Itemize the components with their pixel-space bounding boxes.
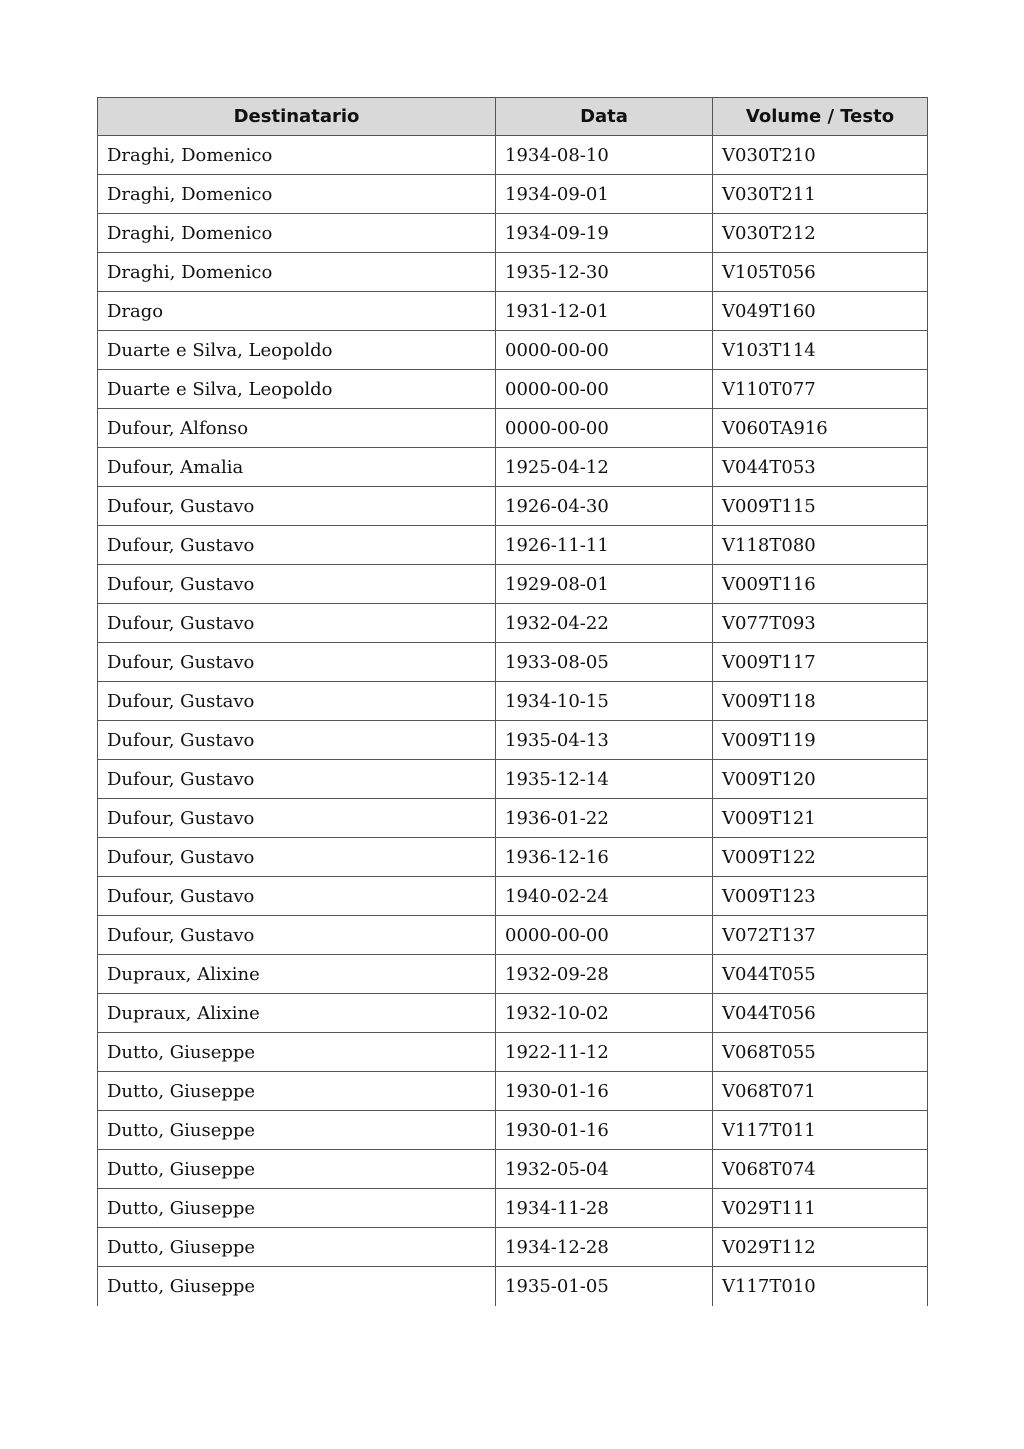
recipient-cell: Duarte e Silva, Leopoldo [98,331,496,370]
volume-text-cell: V103T114 [713,331,928,370]
table-row [98,175,928,214]
date-cell: 1932-09-28 [496,955,713,994]
table-row [98,760,928,799]
table-row [98,721,928,760]
header-volume-testo: Volume / Testo [713,98,928,136]
volume-text-cell: V044T055 [713,955,928,994]
table-body [98,136,928,1306]
table-row [98,565,928,604]
table-row [98,448,928,487]
volume-text-cell: V060TA916 [713,409,928,448]
volume-text-cell: V117T011 [713,1111,928,1150]
header-data: Data [496,98,713,136]
date-cell: 1932-10-02 [496,994,713,1033]
recipient-cell: Dutto, Giuseppe [98,1072,496,1111]
date-cell: 1932-04-22 [496,604,713,643]
volume-text-cell: V029T112 [713,1228,928,1267]
table-row [98,136,928,175]
recipient-cell: Dufour, Gustavo [98,838,496,877]
date-cell: 1931-12-01 [496,292,713,331]
header-destinatario: Destinatario [98,98,496,136]
date-cell: 1932-05-04 [496,1150,713,1189]
volume-text-cell: V009T122 [713,838,928,877]
date-cell: 1935-04-13 [496,721,713,760]
volume-text-cell: V030T210 [713,136,928,175]
date-cell: 1935-12-30 [496,253,713,292]
recipient-cell: Dufour, Gustavo [98,682,496,721]
table-row [98,1033,928,1072]
volume-text-cell: V068T071 [713,1072,928,1111]
volume-text-cell: V009T117 [713,643,928,682]
recipient-cell: Duarte e Silva, Leopoldo [98,370,496,409]
table-row [98,1111,928,1150]
recipient-cell: Draghi, Domenico [98,175,496,214]
recipient-cell: Dufour, Gustavo [98,721,496,760]
table-row [98,1228,928,1267]
recipient-cell: Dufour, Gustavo [98,760,496,799]
table-row [98,682,928,721]
volume-text-cell: V117T010 [713,1267,928,1306]
volume-text-cell: V068T074 [713,1150,928,1189]
recipient-cell: Dufour, Gustavo [98,799,496,838]
volume-text-cell: V044T053 [713,448,928,487]
date-cell: 1926-04-30 [496,487,713,526]
table-row [98,1150,928,1189]
table-row [98,1267,928,1306]
date-cell: 0000-00-00 [496,916,713,955]
header-row [98,98,928,136]
recipient-cell: Dutto, Giuseppe [98,1150,496,1189]
date-cell: 1929-08-01 [496,565,713,604]
recipient-cell: Dufour, Gustavo [98,916,496,955]
volume-text-cell: V044T056 [713,994,928,1033]
table-row [98,526,928,565]
table-row [98,214,928,253]
recipient-cell: Dufour, Gustavo [98,565,496,604]
correspondence-table [97,97,928,1306]
date-cell: 1925-04-12 [496,448,713,487]
volume-text-cell: V049T160 [713,292,928,331]
date-cell: 1934-09-19 [496,214,713,253]
date-cell: 1936-01-22 [496,799,713,838]
volume-text-cell: V068T055 [713,1033,928,1072]
volume-text-cell: V009T119 [713,721,928,760]
table-row [98,1189,928,1228]
table-row [98,877,928,916]
table-row [98,604,928,643]
table-row [98,838,928,877]
date-cell: 0000-00-00 [496,370,713,409]
date-cell: 1930-01-16 [496,1072,713,1111]
date-cell: 1940-02-24 [496,877,713,916]
volume-text-cell: V030T212 [713,214,928,253]
table-header [98,98,928,136]
date-cell: 1936-12-16 [496,838,713,877]
volume-text-cell: V009T121 [713,799,928,838]
date-cell: 1935-01-05 [496,1267,713,1306]
date-cell: 0000-00-00 [496,331,713,370]
table-row [98,1072,928,1111]
recipient-cell: Dufour, Gustavo [98,643,496,682]
table-row [98,331,928,370]
volume-text-cell: V009T123 [713,877,928,916]
table-row [98,253,928,292]
volume-text-cell: V105T056 [713,253,928,292]
recipient-cell: Draghi, Domenico [98,253,496,292]
date-cell: 1934-08-10 [496,136,713,175]
date-cell: 1934-10-15 [496,682,713,721]
date-cell: 1935-12-14 [496,760,713,799]
recipient-cell: Dutto, Giuseppe [98,1033,496,1072]
recipient-cell: Dupraux, Alixine [98,994,496,1033]
recipient-cell: Dufour, Gustavo [98,877,496,916]
table-row [98,370,928,409]
table-row [98,994,928,1033]
table-row [98,955,928,994]
recipient-cell: Dufour, Gustavo [98,604,496,643]
recipient-cell: Dufour, Gustavo [98,526,496,565]
recipient-cell: Dutto, Giuseppe [98,1267,496,1306]
date-cell: 1930-01-16 [496,1111,713,1150]
table-row [98,643,928,682]
recipient-cell: Dupraux, Alixine [98,955,496,994]
volume-text-cell: V030T211 [713,175,928,214]
recipient-cell: Dufour, Gustavo [98,487,496,526]
recipient-cell: Drago [98,292,496,331]
table-row [98,487,928,526]
date-cell: 1934-12-28 [496,1228,713,1267]
volume-text-cell: V029T111 [713,1189,928,1228]
volume-text-cell: V077T093 [713,604,928,643]
recipient-cell: Draghi, Domenico [98,214,496,253]
volume-text-cell: V009T118 [713,682,928,721]
table-row [98,409,928,448]
date-cell: 1934-11-28 [496,1189,713,1228]
recipient-cell: Draghi, Domenico [98,136,496,175]
date-cell: 0000-00-00 [496,409,713,448]
volume-text-cell: V072T137 [713,916,928,955]
volume-text-cell: V110T077 [713,370,928,409]
volume-text-cell: V118T080 [713,526,928,565]
table-row [98,916,928,955]
volume-text-cell: V009T120 [713,760,928,799]
date-cell: 1926-11-11 [496,526,713,565]
date-cell: 1933-08-05 [496,643,713,682]
date-cell: 1934-09-01 [496,175,713,214]
recipient-cell: Dufour, Alfonso [98,409,496,448]
date-cell: 1922-11-12 [496,1033,713,1072]
recipient-cell: Dufour, Amalia [98,448,496,487]
table-row [98,292,928,331]
volume-text-cell: V009T115 [713,487,928,526]
recipient-cell: Dutto, Giuseppe [98,1228,496,1267]
volume-text-cell: V009T116 [713,565,928,604]
recipient-cell: Dutto, Giuseppe [98,1189,496,1228]
recipient-cell: Dutto, Giuseppe [98,1111,496,1150]
document-page [97,97,927,1306]
table-row [98,799,928,838]
